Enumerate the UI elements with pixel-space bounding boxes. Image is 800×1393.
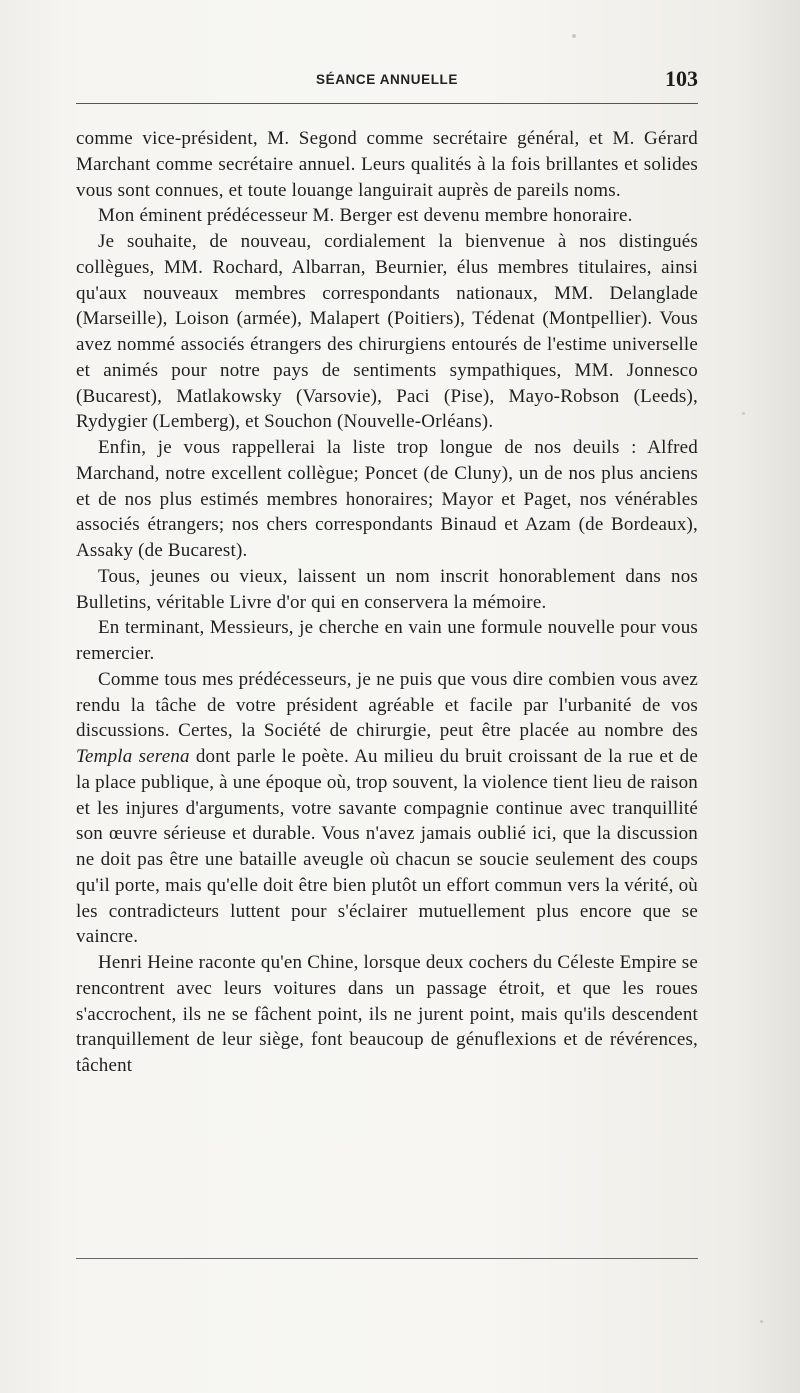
templa-serena-italic: Templa serena (76, 746, 190, 767)
paragraph-2: Mon éminent prédécesseur M. Berger est devenu membre honoraire. (98, 205, 633, 227)
paragraph-1: comme vice-président, M. Segond comme secrétaire général, et M. Gérard Marchant comme secrétaire annuel. Leurs qualités à la fois brillantes et solides vous sont connues, et toute louange languirait auprès de pareils noms. (76, 128, 698, 201)
paragraph-7-part-2: dont parle le poète. Au milieu du bruit croissant de la rue et de la place publique, à une époque où, trop souvent, la violence tient lieu de raison et les injures d'arguments, votre savante compagnie continue avec tranquillité son œuvre sérieuse et durable. Vous n'avez jamais oublié ici, que la discussion ne doit pas être une bataille aveugle où chacun se soucie seulement des coups qu'il porte, mais qu'elle doit être bien plutôt un effort commun vers la vérité, où les contradicteurs luttent pour s'éclairer mutuellement plus encore que se vaincre. (76, 746, 698, 948)
paragraph-3: Je souhaite, de nouveau, cordialement la bienvenue à nos distingués collègues, MM. Rochard, Albarran, Beurnier, élus membres titulaires, ainsi qu'aux nouveaux membres correspondants nationaux, MM. Delanglade (Marseille), Loison (armée), Malapert (Poitiers), Tédenat (Montpellier). Vous avez nommé associés étrangers des chirurgiens entourés de l'estime universelle et animés pour notre pays de sentiments sympathiques, MM. Jonnesco (Bucarest), Matlakowsky (Varsovie), Paci (Pise), Mayo-Robson (Leeds), Rydygier (Lemberg), et Souchon (Nouvelle-Orléans). (76, 231, 698, 433)
running-title: SÉANCE ANNUELLE (315, 72, 458, 87)
paragraph-4: Enfin, je vous rappellerai la liste trop longue de nos deuils : Alfred Marchand, notre excellent collègue; Poncet (de Cluny), un de nos plus anciens et de nos plus estimés membres honoraires; Mayor et Paget, nos vénérables associés étrangers; nos chers correspondants Binaud et Azam (de Bordeaux), Assaky (de Bucarest). (76, 437, 698, 561)
paragraph-8: Henri Heine raconte qu'en Chine, lorsque deux cochers du Céleste Empire se rencontrent avec leurs voitures dans un passage étroit, et que les roues s'accrochent, ils ne se fâchent point, ils ne jurent point, mais qu'ils descendent tranquillement de leur siège, font beaucoup de génuflexions et de révérences, tâchent (76, 952, 698, 1076)
body-text (76, 126, 698, 1079)
header-rule (76, 103, 698, 104)
footer-rule (76, 1258, 698, 1259)
page-number: 103 (665, 66, 698, 91)
paper-speck (572, 34, 576, 38)
paragraph-5: Tous, jeunes ou vieux, laissent un nom inscrit honorablement dans nos Bulletins, véritable Livre d'or qui en conservera la mémoire. (76, 565, 698, 613)
paper-speck (742, 412, 745, 415)
running-head (76, 66, 698, 96)
paragraph-7 (76, 667, 698, 950)
paragraph-6: En terminant, Messieurs, je cherche en vain une formule nouvelle pour vous remercier. (76, 617, 698, 664)
paper-speck (760, 1320, 763, 1323)
paragraph-7-part-1: Comme tous mes prédécesseurs, je ne puis que vous dire combien vous avez rendu la tâche de votre président agréable et facile par l'urbanité de vos discussions. Certes, la Société de chirurgie, peut être placée au nombre des (76, 668, 698, 742)
